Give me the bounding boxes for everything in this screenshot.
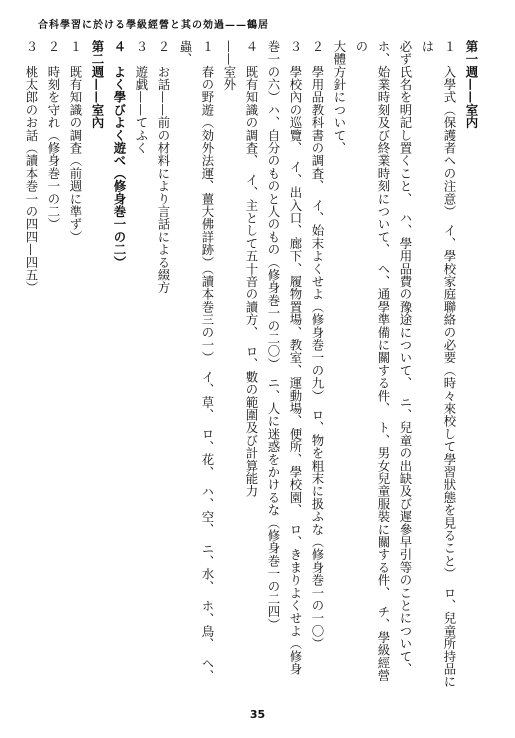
subsection-outdoor: ——室外 <box>222 40 237 91</box>
section-heading-week-1: 第一週——室内 <box>464 40 479 129</box>
body-line: ホ、始業時刻及び終業時刻について、 ヘ、通學準備に關する件、 ト、男女兒童服裝に關する件、 チ、學級經營の <box>354 40 391 682</box>
body-line: １ 入學式（保護者への注意） イ、學校家庭聯絡の必要（時々來校して學習狀態を見ること） ロ、兒童所持品には <box>420 40 457 688</box>
body-line: 必ず氏名を明記し置くこと、 ハ、學用品費の豫途について、 ニ、兒童の出缺及び遲參早引等のことについて、 <box>398 40 413 676</box>
body-line: ４ 既有知識の調査、 イ、主として五十音の讀方、 ロ、數の範圍及び計算能力 <box>244 40 259 498</box>
body-line: ２ お話——前の材料により言話による綴方 <box>156 40 171 294</box>
section-heading-week-2: 第二週——室內 <box>90 40 105 129</box>
body-line: １ 春の野遊（効外法運、薑大佛詳跡）（讀本巻三の一） イ、草、 ロ、花、 ハ、空、 ニ、水、 ホ、鳥、 ヘ、蟲、 <box>178 40 215 683</box>
body-line: ３ 遊戯——てふく <box>134 40 149 155</box>
body-line: ２ 學用品教科書の調査、 イ、始末よくせよ（修身巻一の九） ロ、物を粗末に扱ふな（修身巻一の一〇） <box>310 40 325 650</box>
running-header: 合科學習に於ける學級經營と其の効過——鶴居 <box>38 20 269 31</box>
body-line: 大體方針について、 <box>332 40 347 155</box>
body-line: １ 既有知識の調査（前週に準ず） <box>68 40 83 244</box>
body-line: ３ 桃太郎のお話（讀本巻一の四四—四五） <box>24 40 39 294</box>
body-line: ２ 時刻を守れ（修身巻一の二） <box>46 40 61 231</box>
body-line: ４ よく學びよく遊べ（修身巻一の二） <box>112 40 127 269</box>
body-line: ３ 學校內の巡覽、 イ、出入口、廊下、履物置場、教室、運動場、便所、學校園、 ロ、きまりよくせよ（修身 <box>288 40 303 676</box>
page-number: 35 <box>249 708 266 721</box>
body-line: 巻一の六）ハ、自分のものと人のもの（修身巻一の二〇） ニ、人に迷惑をかけるな（修身巻一の二四） <box>266 40 281 631</box>
vertical-body-text <box>24 40 482 688</box>
